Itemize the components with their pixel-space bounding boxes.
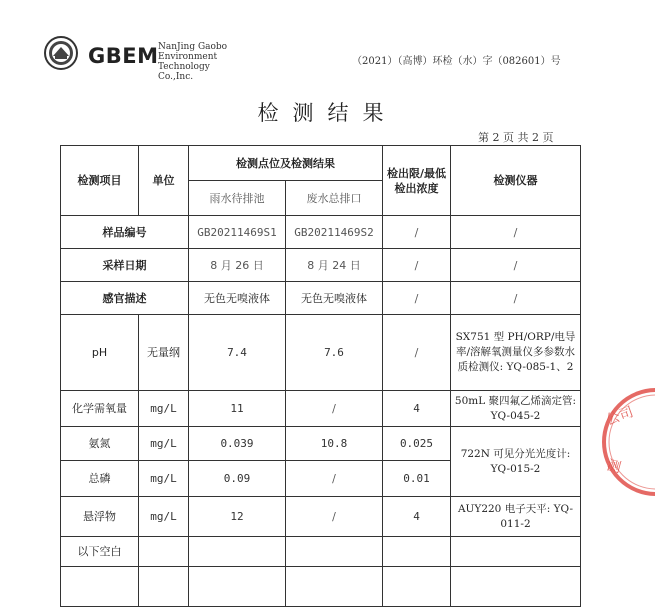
table-row [61,537,581,567]
company-line: Co.,Inc. [158,72,194,82]
empty-cell [451,537,581,567]
table-row [61,497,581,537]
row-item: 总磷 [61,461,139,497]
svg-text:测: 测 [604,457,623,477]
cell-point1: 无色无嗅液体 [189,282,286,315]
page-number: 第 2 页 共 2 页 [478,131,554,144]
cell-instrument: / [451,216,581,249]
row-unit: mg/L [139,461,189,497]
cell-limit: 4 [383,497,451,537]
table-row [61,282,581,315]
table-row [61,391,581,427]
empty-cell [61,567,139,607]
row-item: 化学需氧量 [61,391,139,427]
cell-limit: / [383,282,451,315]
empty-cell [451,567,581,607]
cell-point1: 11 [189,391,286,427]
header-point2: 废水总排口 [286,181,383,216]
company-name [158,42,268,82]
cell-point1: 8 月 26 日 [189,249,286,282]
row-item: 采样日期 [61,249,189,282]
empty-cell [189,567,286,607]
cell-instrument: / [451,282,581,315]
row-unit: 无量纲 [139,315,189,391]
row-unit: mg/L [139,497,189,537]
row-item: 感官描述 [61,282,189,315]
cell-instrument: SX751 型 PH/ORP/电导率/溶解氧测量仪多参数水质检测仪: YQ-085-1、2 [451,315,581,391]
row-unit: mg/L [139,427,189,461]
cell-point1: 0.09 [189,461,286,497]
empty-cell [139,567,189,607]
header-points-group: 检测点位及检测结果 [189,146,383,181]
row-item: pH [61,315,139,391]
header-limit: 检出限/最低检出浓度 [383,146,451,216]
cell-limit: / [383,249,451,282]
company-logo-icon [44,36,78,70]
brand-name: GBEM [88,44,159,68]
page-title: 检测结果 [257,101,398,125]
header-unit: 单位 [139,146,189,216]
table-row [61,216,581,249]
report-number: （2021）（高博）环检（水）字（082601）号 [352,56,561,67]
cell-instrument: AUY220 电子天平: YQ-011-2 [451,497,581,537]
cell-instrument: 722N 可见分光光度计: YQ-015-2 [451,427,581,497]
company-seal-stamp [594,385,655,499]
cell-point1: 0.039 [189,427,286,461]
cell-limit: / [383,216,451,249]
company-line: NanJing Gaobo [158,42,228,52]
svg-text:公司: 公司 [603,404,636,429]
table-header-row [61,146,581,181]
cell-point2: 10.8 [286,427,383,461]
table-row [61,567,581,607]
empty-cell [286,567,383,607]
row-item: 以下空白 [61,537,139,567]
empty-cell [383,567,451,607]
empty-cell [189,537,286,567]
row-item: 悬浮物 [61,497,139,537]
company-line: Environment Technology [158,52,218,72]
cell-point2: 7.6 [286,315,383,391]
header-instrument: 检测仪器 [451,146,581,216]
cell-point1: 7.4 [189,315,286,391]
cell-limit: 0.025 [383,427,451,461]
cell-instrument: 50mL 聚四氟乙烯滴定管: YQ-045-2 [451,391,581,427]
cell-point1: 12 [189,497,286,537]
table-row [61,427,581,461]
results-table [60,145,581,607]
cell-limit: 0.01 [383,461,451,497]
empty-cell [383,537,451,567]
cell-point2: / [286,497,383,537]
cell-limit: / [383,315,451,391]
table-row [61,315,581,391]
header-item: 检测项目 [61,146,139,216]
cell-point2: / [286,391,383,427]
row-item: 氨氮 [61,427,139,461]
cell-instrument: / [451,249,581,282]
empty-cell [139,537,189,567]
cell-point2: / [286,461,383,497]
header-point1: 雨水待排池 [189,181,286,216]
table-row [61,249,581,282]
cell-point2: 8 月 24 日 [286,249,383,282]
cell-point2: 无色无嗅液体 [286,282,383,315]
row-item: 样品编号 [61,216,189,249]
cell-point2: GB20211469S2 [286,216,383,249]
cell-point1: GB20211469S1 [189,216,286,249]
row-unit: mg/L [139,391,189,427]
cell-limit: 4 [383,391,451,427]
empty-cell [286,537,383,567]
